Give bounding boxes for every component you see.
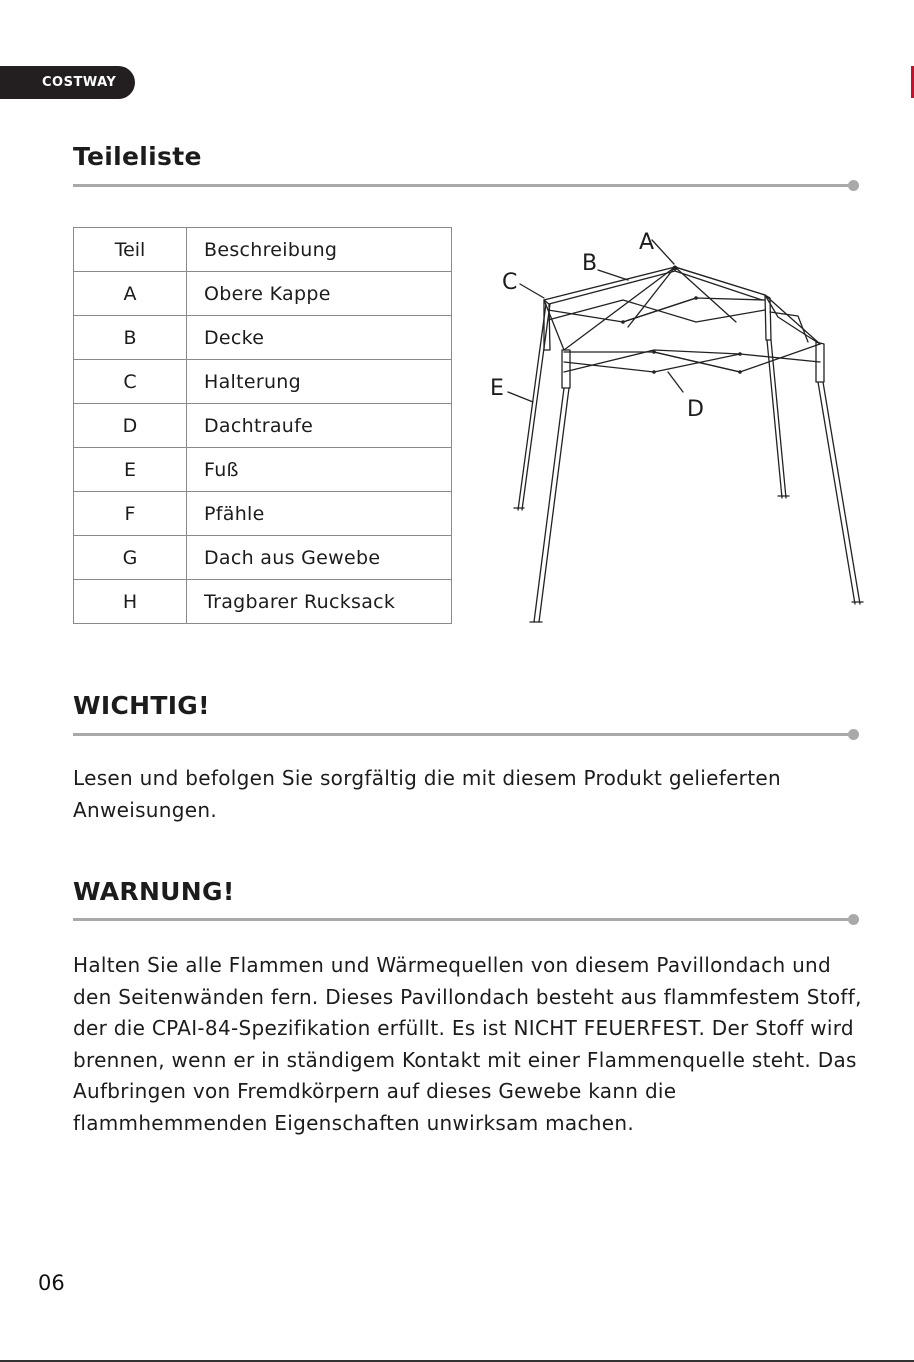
table-row [74,360,452,404]
part-letter: C [74,360,187,404]
label-b: B [582,251,598,276]
label-e: E [490,376,504,401]
table-row [74,536,452,580]
part-description: Dachtraufe [187,404,452,448]
parts-list-title: Teileliste [73,142,202,171]
part-letter: B [74,316,187,360]
part-description: Pfähle [187,492,452,536]
part-letter: G [74,536,187,580]
label-a: A [639,230,655,255]
part-letter: E [74,448,187,492]
part-letter: H [74,580,187,624]
part-letter: F [74,492,187,536]
gazebo-frame-diagram [478,222,873,632]
label-c: C [502,270,518,295]
table-row [74,404,452,448]
table-row [74,580,452,624]
section-divider [73,918,848,921]
part-description: Halterung [187,360,452,404]
table-row [74,316,452,360]
brand-logo: COSTWAY [0,66,135,99]
table-row [74,448,452,492]
part-letter: D [74,404,187,448]
important-title: WICHTIG! [73,691,210,720]
part-description: Fuß [187,448,452,492]
part-description: Tragbarer Rucksack [187,580,452,624]
section-divider [73,733,848,736]
part-letter: A [74,272,187,316]
label-d: D [687,397,704,422]
part-description: Dach aus Gewebe [187,536,452,580]
part-description: Decke [187,316,452,360]
table-row [74,272,452,316]
header-part: Teil [74,228,187,272]
important-text: Lesen und befolgen Sie sorgfältig die mit diesem Produkt gelieferten Anweisungen. [73,766,781,822]
table-header-row [74,228,452,272]
page-number: 06 [38,1271,65,1295]
header-description: Beschreibung [187,228,452,272]
part-description: Obere Kappe [187,272,452,316]
warning-text: Halten Sie alle Flammen und Wärmequellen von diesem Pavillondach und den Seitenwänden fern. Dieses Pavillondach besteht aus flammfestem Stoff, der die CPAI-84-Spezifikation erfüllt. Es ist NICHT FEUERFEST. Der Stoff wird brennen, wenn er in ständigem Kontakt mit einer Flammenquelle steht. Das Aufbringen von Fremdkörpern auf dieses Gewebe kann die flammhemmenden Eigenschaften unwirksam machen. [73,953,862,1135]
section-divider [73,184,848,187]
parts-table [73,227,452,624]
warning-title: WARNUNG! [73,877,235,906]
table-row [74,492,452,536]
